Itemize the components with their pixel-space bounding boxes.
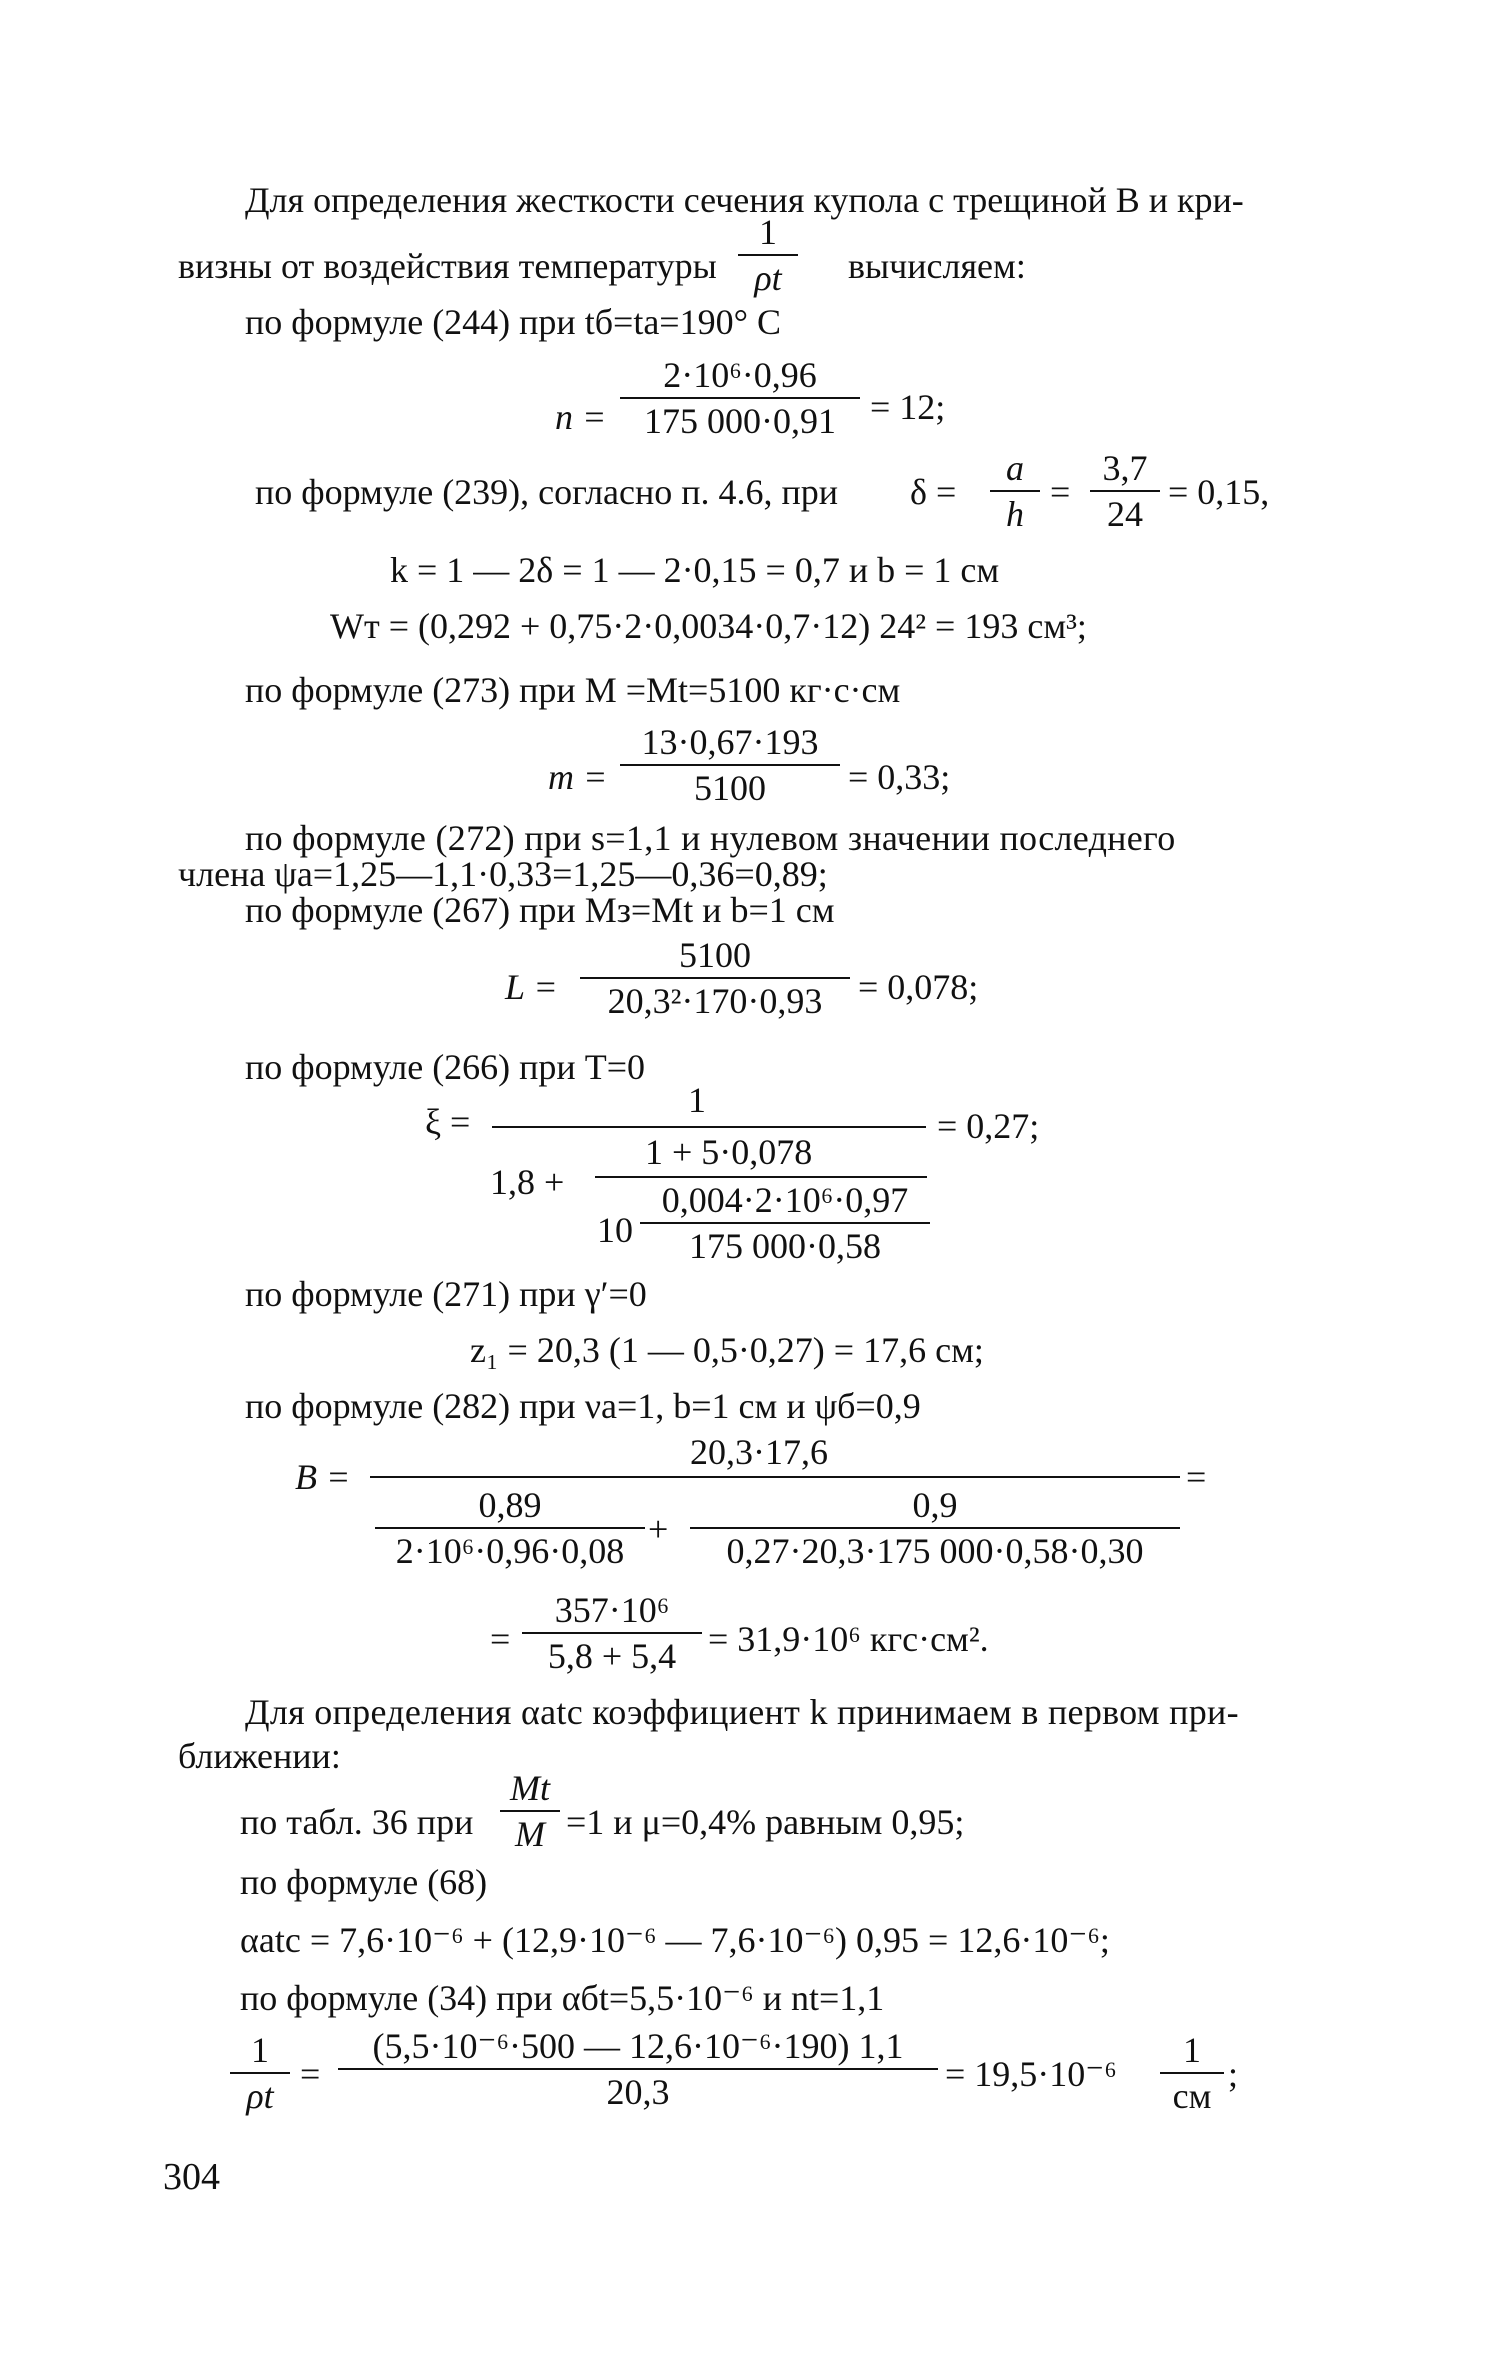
step-table-36-b: =1 и μ=0,4% равным 0,95; bbox=[566, 1802, 965, 1842]
eq-B-numerator: 20,3·17,6 bbox=[690, 1432, 828, 1472]
fraction-numerator: 0,9 bbox=[912, 1485, 958, 1525]
alpha-para-line-2: ближении: bbox=[178, 1736, 341, 1776]
eq-m-fraction bbox=[620, 722, 840, 808]
fraction-numerator: 1 bbox=[759, 212, 777, 252]
eq-xi-den-prefix: 1,8 + bbox=[490, 1162, 565, 1202]
step-239-fraction-a-h bbox=[990, 448, 1040, 534]
fraction-numerator: 3,7 bbox=[1102, 448, 1148, 488]
fraction-denominator: 20,3²·170·0,93 bbox=[607, 981, 823, 1021]
eq-B-line2-result: = 31,9·10⁶ кгс·см². bbox=[708, 1619, 989, 1659]
intro-fraction bbox=[738, 212, 798, 298]
step-table-36-fraction bbox=[500, 1768, 560, 1854]
fraction-bar bbox=[230, 2072, 290, 2074]
fraction-bar bbox=[1090, 490, 1160, 492]
eq-rho-mid: = 19,5·10⁻⁶ bbox=[945, 2054, 1117, 2094]
step-239: по формуле (239), согласно п. 4.6, при bbox=[255, 472, 839, 512]
intro-line-1: Для определения жесткости сечения купола с трещиной B и кри- bbox=[245, 180, 1244, 220]
eq-alpha: αatc = 7,6·10⁻⁶ + (12,9·10⁻⁶ — 7,6·10⁻⁶) 0,95 = 12,6·10⁻⁶; bbox=[240, 1920, 1110, 1960]
step-239-equals: = bbox=[1050, 472, 1071, 512]
fraction-numerator: 0,004·2·10⁶·0,97 bbox=[661, 1180, 909, 1220]
eq-xi-numerator: 1 bbox=[688, 1080, 706, 1120]
eq-n-fraction bbox=[620, 355, 860, 441]
eq-xi-inner-fraction bbox=[640, 1180, 930, 1266]
fraction-numerator: (5,5·10⁻⁶·500 — 12,6·10⁻⁶·190) 1,1 bbox=[372, 2026, 904, 2066]
eq-B-denominator-term-2 bbox=[690, 1485, 1180, 1571]
fraction-denominator: 175 000·0,58 bbox=[689, 1226, 881, 1266]
eq-rho-equals: = bbox=[300, 2054, 321, 2094]
eq-B-line2-equals: = bbox=[490, 1619, 511, 1659]
fraction-numerator: 13·0,67·193 bbox=[641, 722, 819, 762]
alpha-para-line-1: Для определения αatc коэффициент k принимаем в первом при- bbox=[245, 1692, 1239, 1732]
fraction-numerator: 2·10⁶·0,96 bbox=[663, 355, 817, 395]
fraction-denominator: 5100 bbox=[694, 768, 766, 808]
eq-xi-lhs: ξ = bbox=[425, 1102, 471, 1142]
fraction-denominator: ρt bbox=[754, 258, 782, 298]
fraction-denominator: h bbox=[1006, 494, 1024, 534]
fraction-numerator: 0,89 bbox=[478, 1485, 542, 1525]
eq-xi-result: = 0,27; bbox=[937, 1106, 1040, 1146]
fraction-denominator: ρt bbox=[246, 2076, 274, 2116]
eq-n-result: = 12; bbox=[870, 387, 946, 427]
step-267: по формуле (267) при Mз=Mt и b=1 см bbox=[245, 890, 835, 930]
eq-L-lhs: L = bbox=[505, 967, 558, 1007]
eq-rho-end: ; bbox=[1228, 2054, 1239, 2094]
fraction-bar bbox=[338, 2068, 938, 2070]
eq-B-denominator-term-1 bbox=[375, 1485, 645, 1571]
step-239-result: = 0,15, bbox=[1168, 472, 1270, 512]
fraction-denominator: см bbox=[1172, 2076, 1212, 2116]
eq-xi-main-bar bbox=[492, 1126, 926, 1128]
fraction-denominator: 2·10⁶·0,96·0,08 bbox=[395, 1531, 625, 1571]
fraction-denominator: 0,27·20,3·175 000·0,58·0,30 bbox=[726, 1531, 1144, 1571]
eq-k: k = 1 — 2δ = 1 — 2·0,15 = 0,7 и b = 1 см bbox=[390, 550, 1000, 590]
eq-L-fraction bbox=[580, 935, 850, 1021]
page-number: 304 bbox=[163, 2156, 220, 2198]
eq-n-lhs: n = bbox=[555, 397, 607, 437]
step-table-36-a: по табл. 36 при bbox=[240, 1802, 474, 1842]
fraction-bar bbox=[738, 254, 798, 256]
eq-L-result: = 0,078; bbox=[858, 967, 979, 1007]
eq-xi-inner-numerator: 1 + 5·0,078 bbox=[645, 1132, 813, 1172]
fraction-bar bbox=[522, 1632, 702, 1634]
step-239-fraction-values bbox=[1090, 448, 1160, 534]
eq-m-result: = 0,33; bbox=[848, 757, 951, 797]
fraction-bar bbox=[990, 490, 1040, 492]
eq-wt: Wт = (0,292 + 0,75·2·0,0034·0,7·12) 24² = 193 см³; bbox=[330, 606, 1087, 646]
eq-B-equals: = bbox=[1186, 1457, 1207, 1497]
eq-xi-inner-den-prefix: 10 bbox=[597, 1210, 633, 1250]
step-68: по формуле (68) bbox=[240, 1862, 488, 1902]
fraction-numerator: 1 bbox=[251, 2030, 269, 2070]
step-244: по формуле (244) при tб=tа=190° С bbox=[245, 302, 782, 342]
fraction-denominator: 5,8 + 5,4 bbox=[547, 1636, 677, 1676]
eq-rho-right-fraction bbox=[1160, 2030, 1224, 2116]
eq-z: z₁ = 20,3 (1 — 0,5·0,27) = 17,6 см; bbox=[470, 1330, 984, 1370]
step-266: по формуле (266) при T=0 bbox=[245, 1047, 645, 1087]
fraction-numerator: 1 bbox=[1183, 2030, 1201, 2070]
eq-B-plus: + bbox=[648, 1509, 669, 1549]
fraction-bar bbox=[500, 1810, 560, 1812]
step-239-delta: δ = bbox=[910, 472, 957, 512]
fraction-bar bbox=[375, 1527, 645, 1529]
intro-line-2b: вычисляем: bbox=[848, 246, 1026, 286]
eq-B-lhs: B = bbox=[295, 1457, 351, 1497]
step-272-line-1: по формуле (272) при s=1,1 и нулевом значении последнего bbox=[245, 818, 1176, 858]
fraction-denominator: 24 bbox=[1107, 494, 1143, 534]
step-34: по формуле (34) при αбt=5,5·10⁻⁶ и nt=1,1 bbox=[240, 1978, 885, 2018]
fraction-numerator: a bbox=[1006, 448, 1024, 488]
fraction-bar bbox=[1160, 2072, 1224, 2074]
eq-m-lhs: m = bbox=[548, 757, 608, 797]
fraction-bar bbox=[640, 1222, 930, 1224]
step-272-line-2: члена ψа=1,25—1,1·0,33=1,25—0,36=0,89; bbox=[178, 854, 828, 894]
fraction-numerator: Mt bbox=[510, 1768, 550, 1808]
fraction-bar bbox=[690, 1527, 1180, 1529]
fraction-denominator: 20,3 bbox=[606, 2072, 670, 2112]
step-282: по формуле (282) при νа=1, b=1 см и ψб=0,9 bbox=[245, 1386, 921, 1426]
fraction-bar bbox=[620, 397, 860, 399]
fraction-numerator: 5100 bbox=[679, 935, 751, 975]
step-271: по формуле (271) при γ′=0 bbox=[245, 1274, 647, 1314]
eq-B-main-bar bbox=[370, 1476, 1180, 1478]
fraction-denominator: 175 000·0,91 bbox=[644, 401, 836, 441]
eq-B-line2-fraction bbox=[522, 1590, 702, 1676]
intro-line-2a: визны от воздействия температуры bbox=[178, 246, 717, 286]
step-273: по формуле (273) при M =Mt=5100 кг·с·см bbox=[245, 670, 901, 710]
fraction-denominator: M bbox=[515, 1814, 545, 1854]
eq-rho-left-fraction bbox=[230, 2030, 290, 2116]
eq-rho-main-fraction bbox=[338, 2026, 938, 2112]
fraction-bar bbox=[620, 764, 840, 766]
fraction-bar bbox=[580, 977, 850, 979]
eq-xi-inner-bar bbox=[595, 1176, 927, 1178]
fraction-numerator: 357·10⁶ bbox=[554, 1590, 670, 1630]
